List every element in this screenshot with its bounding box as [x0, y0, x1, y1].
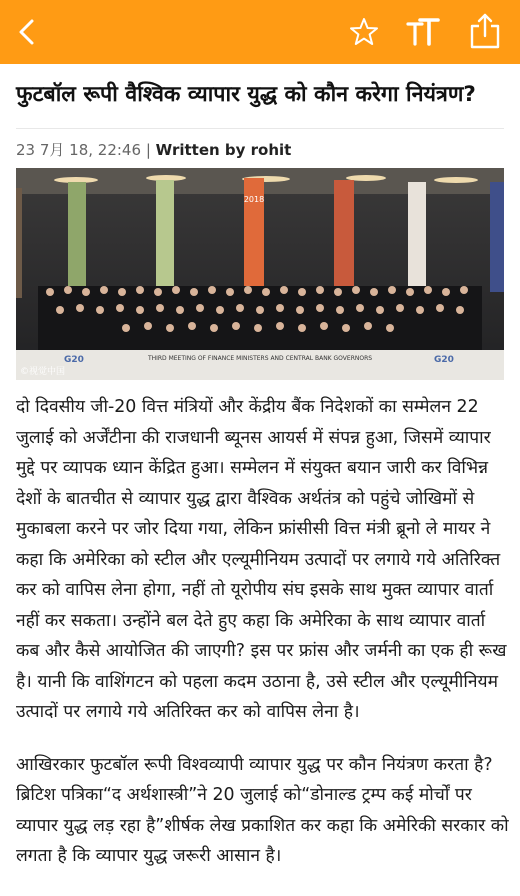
share-icon[interactable] — [468, 12, 502, 50]
g20-logo-left: G20 — [64, 355, 84, 365]
article-photo — [16, 168, 504, 380]
group-photo-illustration — [16, 168, 504, 380]
text-size-icon[interactable] — [406, 14, 440, 50]
top-toolbar — [0, 0, 520, 64]
author-byline: Written by rohit — [155, 141, 292, 159]
publish-date: 23 7月 18, 22:46 — [16, 141, 142, 159]
article-meta — [16, 140, 291, 160]
article-title: फुटबॉल रूपी वैश्विक व्यापार युद्ध को कौन करेगा नियंत्रण? — [16, 82, 476, 107]
paragraph: दो दिवसीय जी-20 वित्त मंत्रियों और केंद्रीय बैंक निदेशकों का सम्मेलन 22 जुलाई को अर्जेंटीना की राजधानी ब्यूनस आयर्स में संपन्न हुआ, जिसमें व्यापार मुद्दे पर व्यापक ध्यान केंद्रित हुआ। सम्मेलन में संयुक्त बयान जारी कर विभिन्न देशों के बातचीत से व्यापार युद्ध द्वारा वैश्विक अर्थतंत्र को पहुंचे जोखिमों से मुकाबला करने पर जोर दिया गया, लेकिन फ्रांसीसी वित्त मंत्री ब्रूनो ले मायर ने कहा कि अमेरिका को स्टील और एल्यूमीनियम उत्पादों पर लगाये गये अतिरिक्त कर को वापिस लेना होगा, नहीं तो यूरोपीय संघ इसके साथ मुक्त व्यापार वार्ता नहीं कर सकता। उन्होंने बल देते हुए कहा कि अमेरिका के साथ व्यापार वार्ता कब और कैसे आयोजित की जाएगी? इस पर फ्रांस और जर्मनी का एक ही रूख है। यानी कि वाशिंगटन को पहला कदम उठाना है, उसे स्टील और एल्यूमीनियम उत्पादों पर लगाये गये अतिरिक्त कर को वापिस लेना है। — [16, 397, 507, 722]
image-watermark: ©视觉中国 — [20, 367, 66, 377]
pillar-text: 2018 — [243, 195, 265, 204]
article-body — [16, 392, 512, 894]
meta-separator: | — [145, 141, 151, 159]
chevron-left-icon[interactable] — [10, 15, 44, 49]
banner-text: THIRD MEETING OF FINANCE MINISTERS AND CENTRAL BANK GOVERNORS — [147, 355, 373, 362]
star-outline-icon[interactable] — [348, 16, 380, 48]
paragraph: आखिरकार फुटबॉल रूपी विश्वव्यापी व्यापार युद्ध पर कौन नियंत्रण करता है? ब्रिटिश पत्रिका“द अर्थशास्त्री”ने 20 जुलाई को“डोनाल्ड ट्रम्प कई मोर्चों पर व्यापार युद्ध लड़ रहा है”शीर्षक लेख प्रकाशित कर कहा कि अमेरिकी सरकार को लगता है कि व्यापार युद्ध जरूरी आसान है। — [16, 754, 509, 866]
g20-logo-right: G20 — [434, 355, 454, 365]
title-divider — [16, 128, 504, 129]
